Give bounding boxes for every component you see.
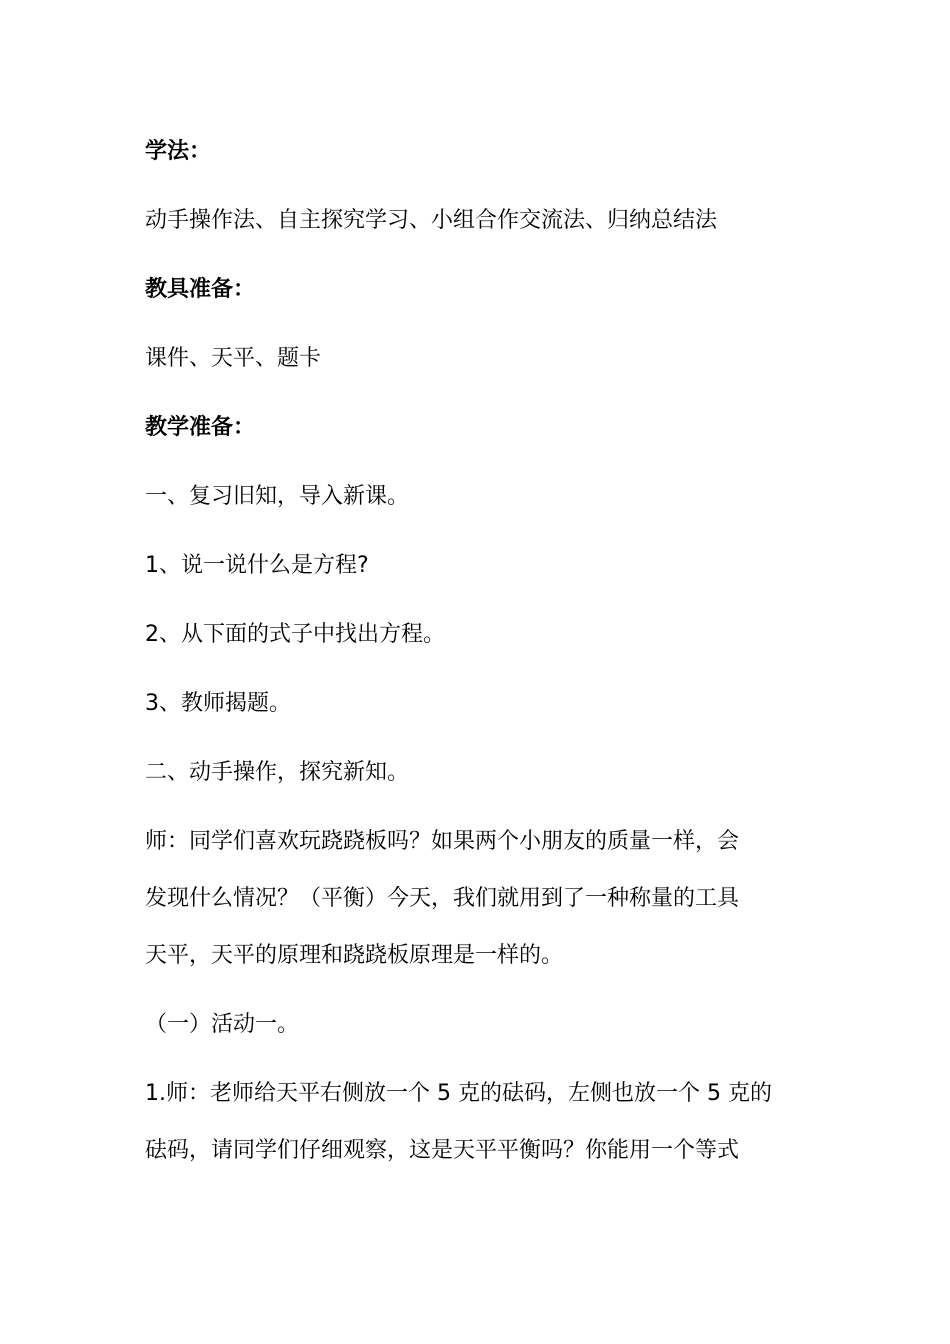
teaching-aids-text: 课件、天平、题卡 <box>145 346 322 371</box>
teaching-prep-heading: 教学准备： <box>145 415 256 440</box>
list-item-2: 2、从下面的式子中找出方程。 <box>145 622 445 647</box>
section2-title: 二、动手操作，探究新知。 <box>145 760 410 785</box>
activity1-paragraph <box>145 1076 810 1168</box>
teacher-paragraph <box>145 824 810 973</box>
activity1-title: （一）活动一。 <box>145 1012 300 1037</box>
teaching-aids-heading: 教具准备： <box>145 277 256 302</box>
paragraph-line: 发现什么情况？（平衡）今天，我们就用到了一种称量的工具 <box>145 886 740 911</box>
study-method-heading: 学法： <box>145 139 212 164</box>
paragraph-line: 1.师：老师给天平右侧放一个 5 克的砝码，左侧也放一个 5 克的 <box>145 1081 772 1106</box>
list-item-3: 3、教师揭题。 <box>145 691 291 716</box>
section1-title: 一、复习旧知，导入新课。 <box>145 484 410 509</box>
paragraph-line: 天平，天平的原理和跷跷板原理是一样的。 <box>145 943 564 968</box>
list-item-1: 1、说一说什么是方程? <box>145 553 369 578</box>
document-body <box>145 134 810 1168</box>
study-method-text: 动手操作法、自主探究学习、小组合作交流法、归纳总结法 <box>145 208 718 233</box>
paragraph-line: 砝码，请同学们仔细观察，这是天平平衡吗？你能用一个等式 <box>145 1138 740 1163</box>
paragraph-line: 师：同学们喜欢玩跷跷板吗？如果两个小朋友的质量一样，会 <box>145 829 740 854</box>
